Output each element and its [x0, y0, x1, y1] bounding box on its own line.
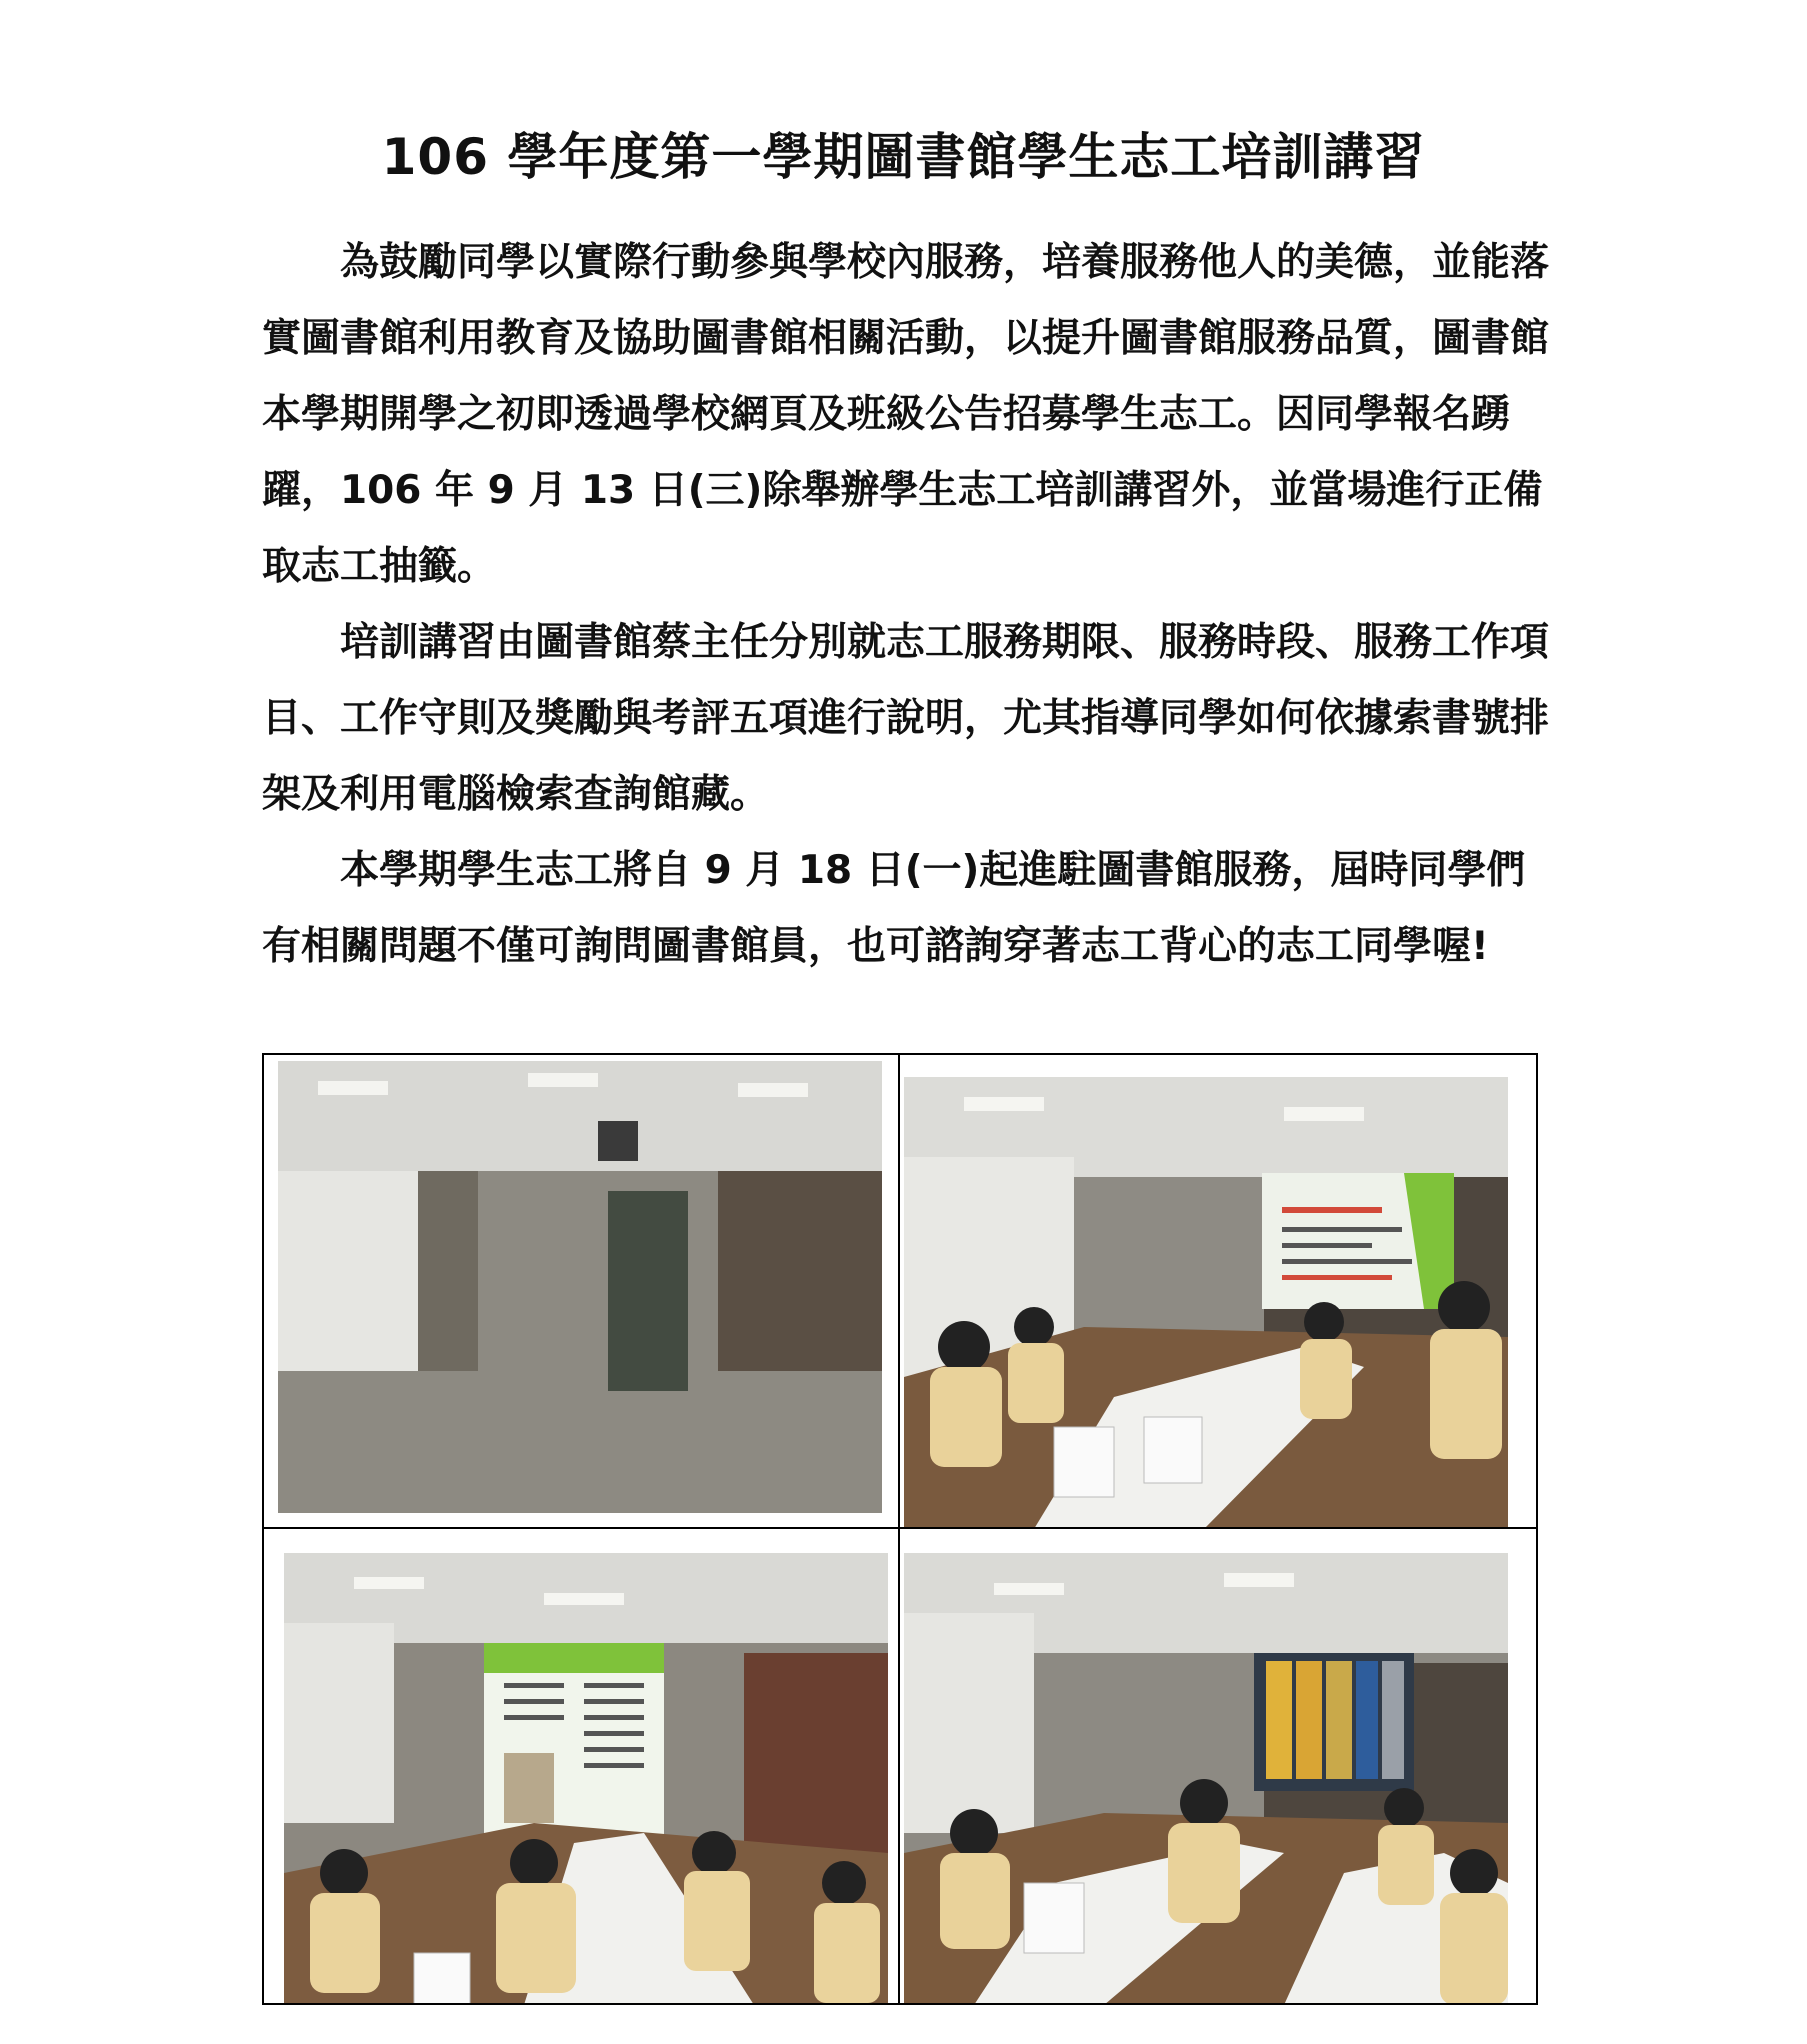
- paragraph-1: 為鼓勵同學以實際行動參與學校內服務，培養服務他人的美德，並能落實圖書館利用教育及協助圖書館相關活動，以提升圖書館服務品質，圖書館本學期開學之初即透過學校網頁及班級公告招募學生志工。因同學報名踴躍，106 年 9 月 13 日(三)除舉辦學生志工培訓講習外，並當場進行正備取志工抽籤。: [262, 240, 1550, 589]
- article-body: [262, 225, 1552, 985]
- paragraph-2: 培訓講習由圖書館蔡主任分別就志工服務期限、服務時段、服務工作項目、工作守則及獎勵與考評五項進行說明，尤其指導同學如何依據索書號排架及利用電腦檢索查詢館藏。: [262, 620, 1550, 817]
- photo-cell-2: [900, 1055, 1536, 1529]
- photo-training-session-4: [904, 1553, 1508, 2003]
- page-title: 106 學年度第一學期圖書館學生志工培訓講習: [381, 128, 1426, 186]
- photo-cell-1: [264, 1055, 900, 1529]
- photo-cell-4: [900, 1529, 1536, 2003]
- photo-training-session-3: [284, 1553, 888, 2003]
- photo-training-session-2: [904, 1077, 1508, 1529]
- paragraph-3: 本學期學生志工將自 9 月 18 日(一)起進駐圖書館服務，屆時同學們有相關問題不僅可詢問圖書館員，也可諮詢穿著志工背心的志工同學喔!: [262, 848, 1526, 969]
- photo-training-session-1: [278, 1061, 882, 1513]
- photo-grid: [262, 1053, 1538, 2005]
- photo-cell-3: [264, 1529, 900, 2003]
